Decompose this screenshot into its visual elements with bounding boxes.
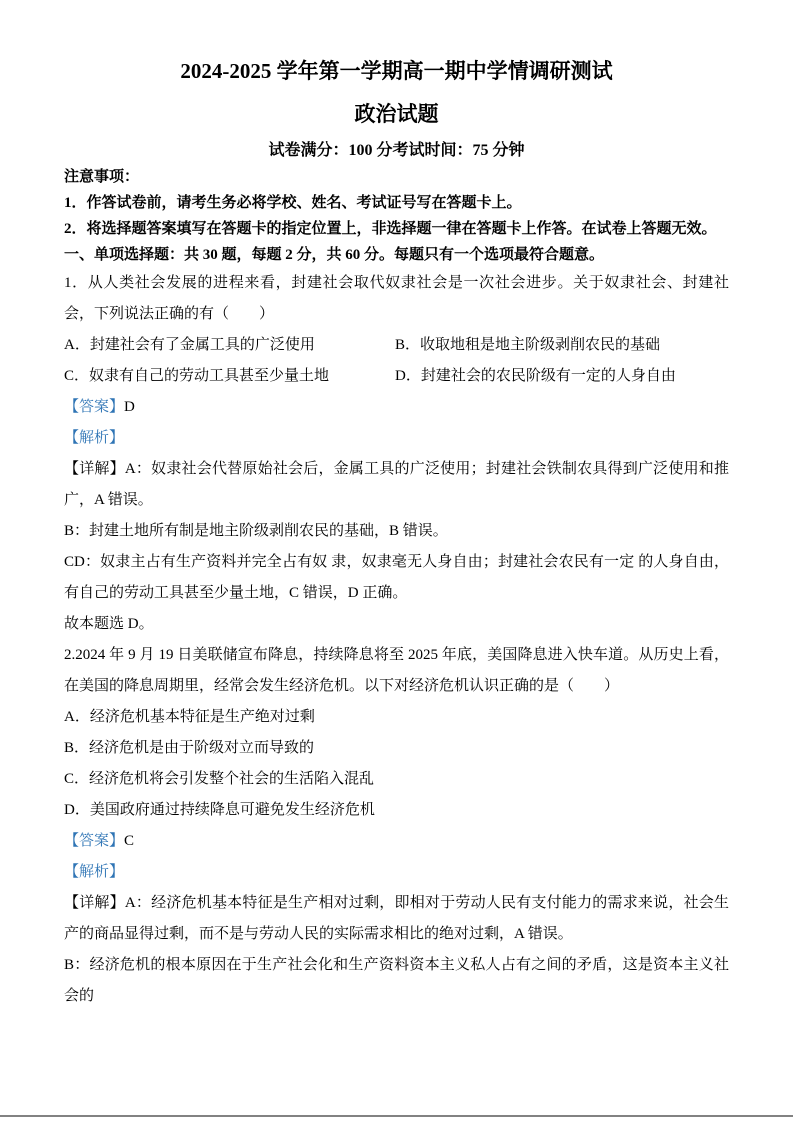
- question-2-option-b: B．经济危机是由于阶级对立而导致的: [64, 740, 315, 756]
- question-2: [64, 640, 729, 1012]
- notice-item-1: 1．作答试卷前，请考生务必将学校、姓名、考试证号写在答题卡上。: [64, 195, 522, 211]
- question-1-analysis-label: 【解析】: [64, 430, 125, 446]
- question-1-option-d: D．封建社会的农民阶级有一定的人身自由: [395, 368, 676, 384]
- question-2-explanation-2: B：经济危机的根本原因在于生产社会化和生产资料资本主义私人占有之间的矛盾，这是资本主义社会的: [64, 957, 729, 1004]
- question-2-option-d: D．美国政府通过持续降息可避免发生经济危机: [64, 802, 375, 818]
- exam-title: 2024-2025 学年第一学期高一期中学情调研测试: [180, 59, 613, 83]
- question-1-answer-value: D: [124, 399, 135, 415]
- question-1-option-c: C．奴隶有自己的劳动工具甚至少量土地: [64, 368, 330, 384]
- question-1-explanation-1: 【详解】A：奴隶社会代替原始社会后，金属工具的广泛使用；封建社会铁制农具得到广泛使用和推广，A 错误。: [64, 461, 729, 508]
- section-heading: 一、单项选择题：共 30 题，每题 2 分，共 60 分。每题只有一个选项最符合题意。: [64, 247, 605, 263]
- question-2-stem: 2.2024 年 9 月 19 日美联储宣布降息，持续降息将至 2025 年底，美国降息进入快车道。从历史上看，在美国的降息周期里，经常会发生经济危机。以下对经济危机认识正确的是（ ）: [64, 647, 729, 694]
- exam-meta: 试卷满分：100 分考试时间：75 分钟: [268, 142, 525, 159]
- notice-section: [64, 164, 729, 268]
- question-1: [64, 268, 729, 640]
- question-1-conclusion: 故本题选 D。: [64, 616, 154, 632]
- question-2-option-c: C．经济危机将会引发整个社会的生活陷入混乱: [64, 771, 375, 787]
- question-1-option-a: A．封建社会有了金属工具的广泛使用: [64, 337, 315, 353]
- page-bottom-divider: [0, 1115, 793, 1117]
- answer-label: 【答案】: [64, 399, 125, 415]
- question-2-explanation-1: 【详解】A：经济危机基本特征是生产相对过剩，即相对于劳动人民有支付能力的需求来说，社会生产的商品显得过剩，而不是与劳动人民的实际需求相比的绝对过剩，A 错误。: [64, 895, 729, 942]
- question-1-explanation-3: CD：奴隶主占有生产资料并完全占有奴 隶，奴隶毫无人身自由；封建社会农民有一定 的人身自由，有自己的劳动工具甚至少量土地，C 错误，D 正确。: [64, 554, 729, 601]
- notice-item-2: 2．将选择题答案填写在答题卡的指定位置上，非选择题一律在答题卡上作答。在试卷上答题无效。: [64, 221, 717, 237]
- question-1-options: [64, 330, 729, 392]
- notice-heading: 注意事项：: [64, 169, 140, 185]
- question-1-explanation-2: B：封建土地所有制是地主阶级剥削农民的基础，B 错误。: [64, 523, 448, 539]
- exam-subtitle: 政治试题: [354, 102, 439, 126]
- question-1-answer-line: [64, 392, 729, 423]
- answer-label: 【答案】: [64, 833, 125, 849]
- question-1-stem: 1．从人类社会发展的进程来看，封建社会取代奴隶社会是一次社会进步。关于奴隶社会、封建社会，下列说法正确的有（ ）: [64, 275, 729, 322]
- question-2-answer-line: [64, 826, 729, 857]
- question-2-option-a: A．经济危机基本特征是生产绝对过剩: [64, 709, 315, 725]
- question-1-option-b: B．收取地租是地主阶级剥削农民的基础: [395, 337, 661, 353]
- question-2-answer-value: C: [124, 833, 135, 849]
- question-2-analysis-label: 【解析】: [64, 864, 125, 880]
